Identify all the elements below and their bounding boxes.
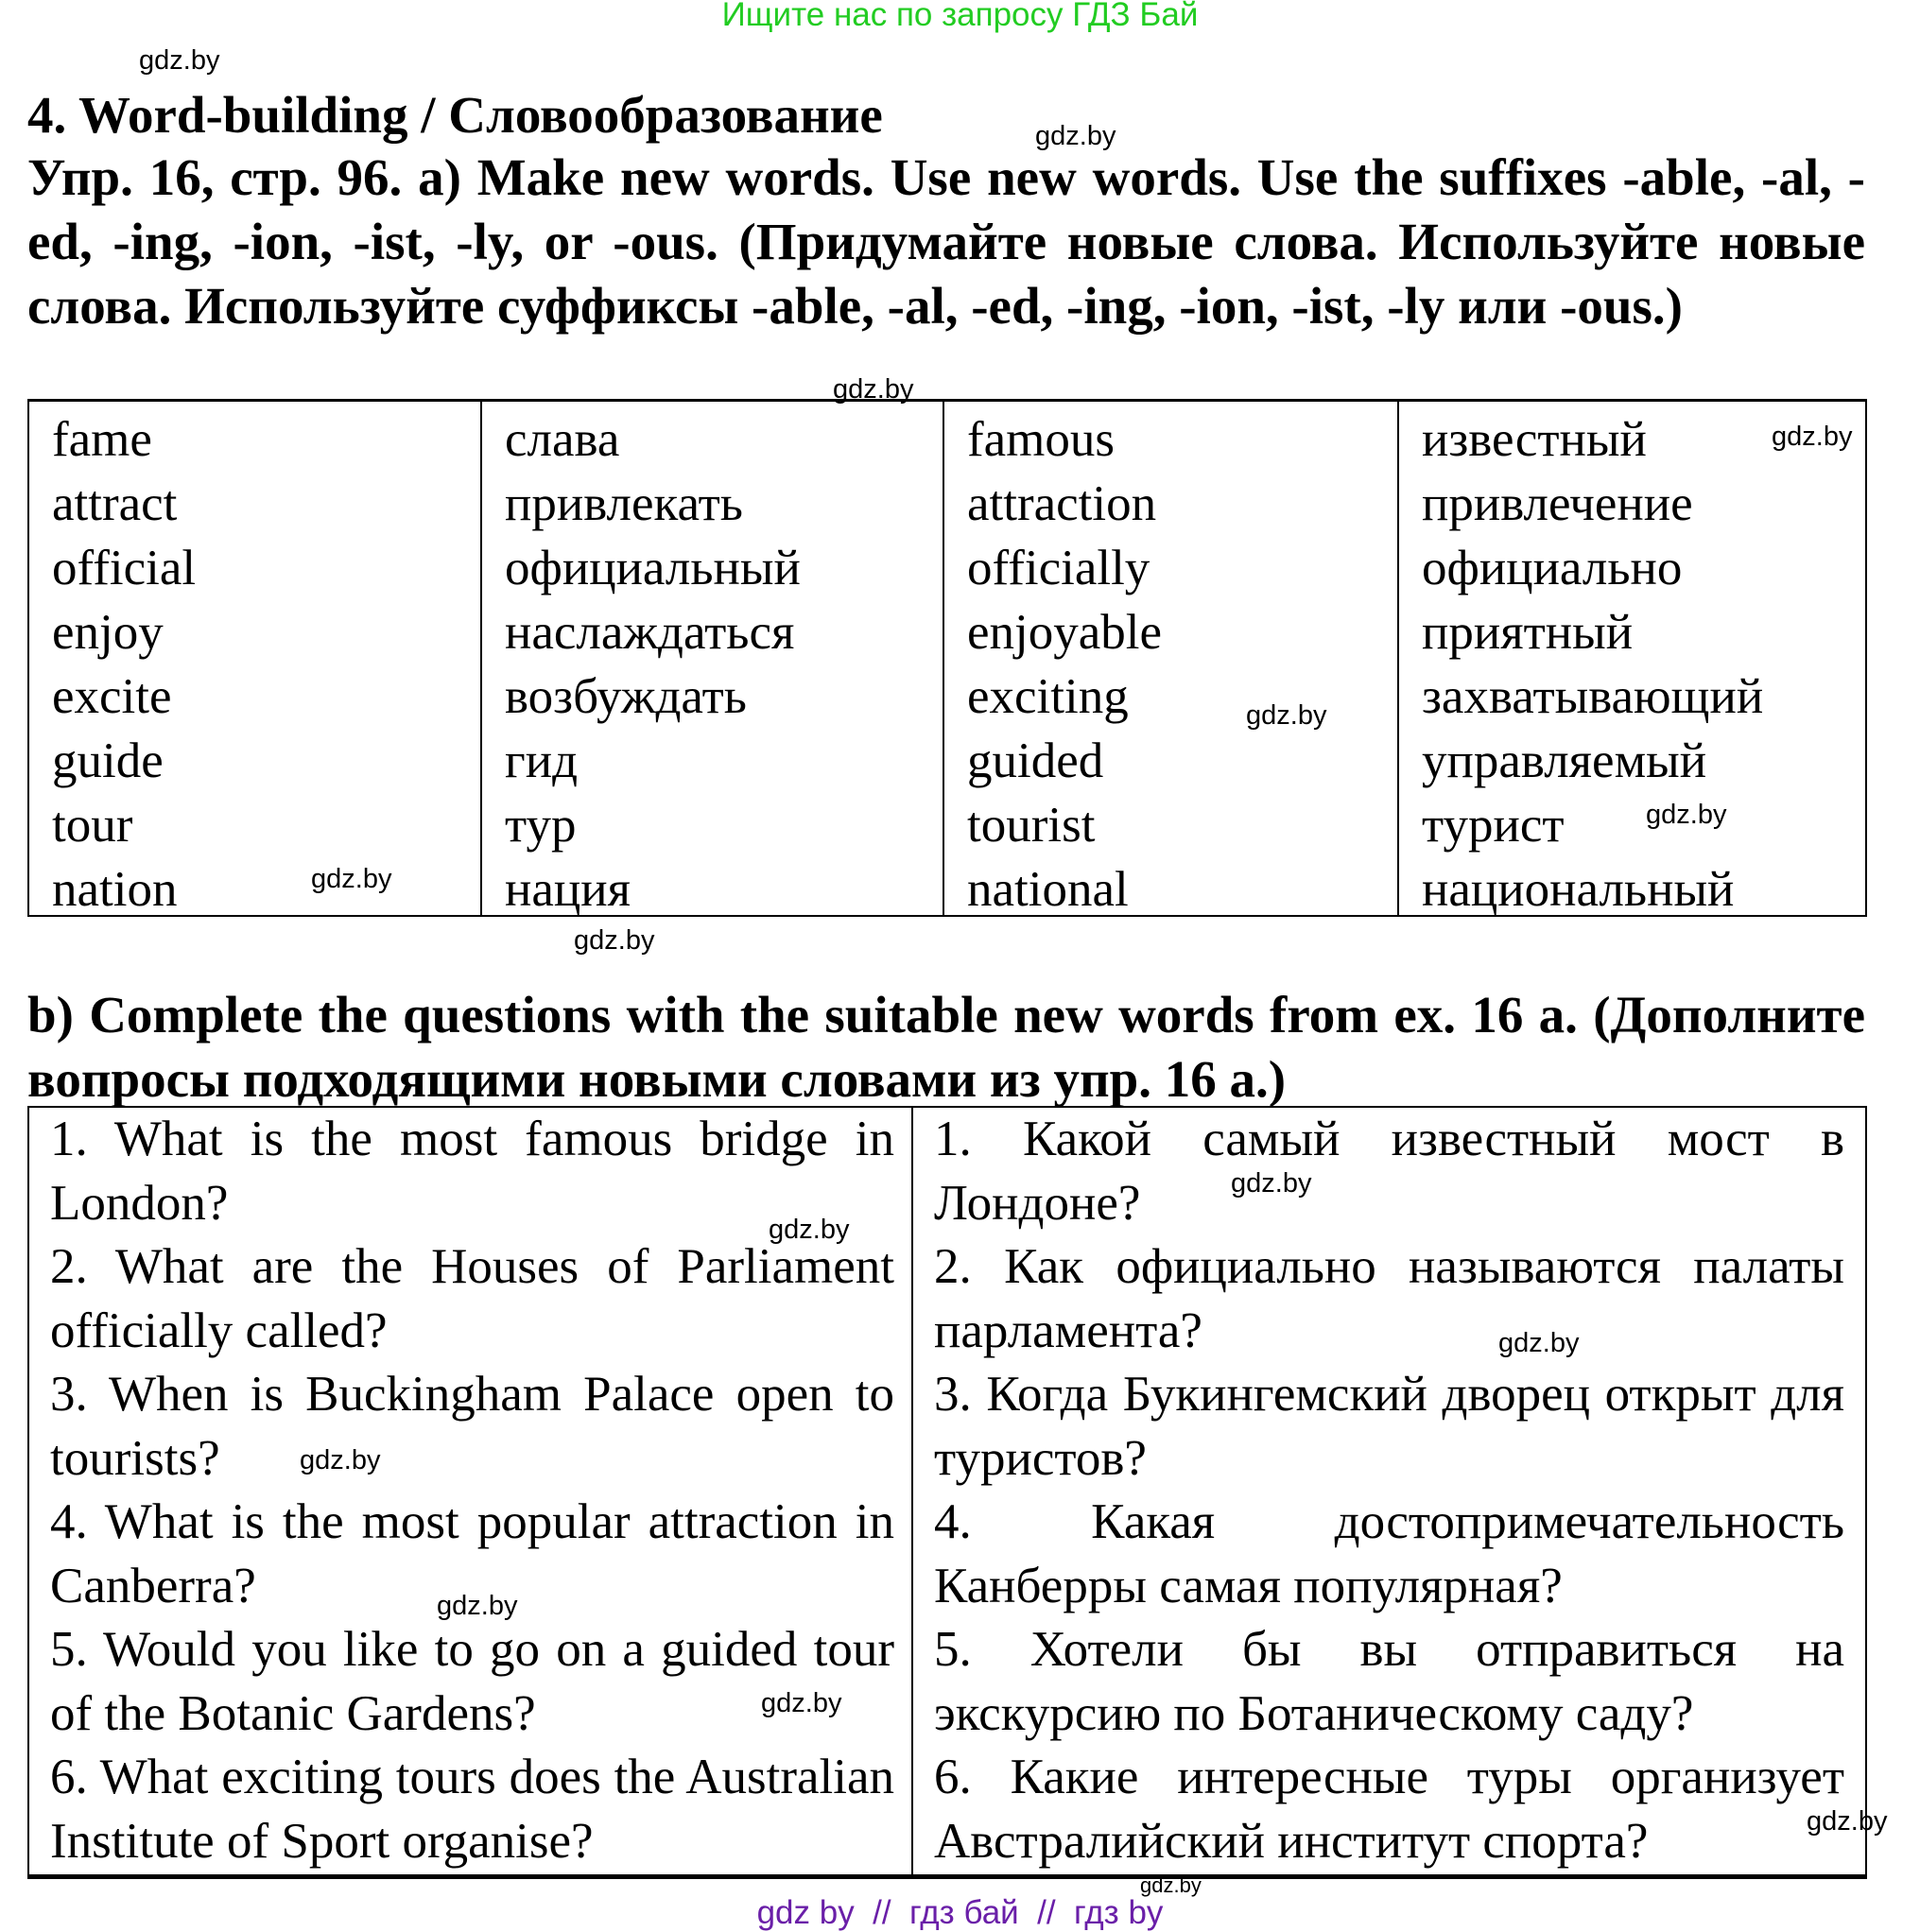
table-cell: приятный <box>1422 605 1634 660</box>
question-ru: 3. Когда Букингемский дворец открыт для туристов? <box>934 1367 1844 1486</box>
table-cell: national <box>967 862 1129 917</box>
watermark: gdz.by <box>1807 1806 1888 1837</box>
watermark: gdz.by <box>1246 700 1327 731</box>
question-en: 2. What are the Houses of Parliament officially called? <box>50 1239 894 1358</box>
table-cell: attract <box>52 476 178 531</box>
watermark: gdz.by <box>437 1591 518 1621</box>
watermark: gdz.by <box>574 925 655 956</box>
word-building-table <box>27 399 1867 917</box>
table-cell: guide <box>52 733 164 788</box>
question-en: 3. When is Buckingham Palace open to tourists? <box>50 1367 894 1486</box>
table-cell: нация <box>505 862 631 917</box>
question-ru: 5. Хотели бы вы отправиться на экскурсию по Ботаническому саду? <box>934 1622 1844 1741</box>
table-cell: национальный <box>1422 862 1735 917</box>
table-cell: attraction <box>967 476 1157 531</box>
watermark: gdz.by <box>769 1215 850 1245</box>
section-title: 4. Word-building / Словообразование <box>27 86 883 144</box>
question-ru: 2. Как официально называются палаты парламента? <box>934 1239 1844 1358</box>
question-ru: 6. Какие интересные туры организует Австралийский институт спорта? <box>934 1750 1844 1869</box>
watermark: gdz.by <box>300 1445 381 1475</box>
table-cell: официальный <box>505 541 801 595</box>
task-a-instructions: Упр. 16, стр. 96. a) Make new words. Use new words. Use the suffixes -able, -al, -ed, -ing, -ion, -ist, -ly, or -ous. (Придумайте новые слова. Используйте новые слова. Используйте суффиксы -able, -al, -ed, -ing, -ion, -ist, -ly или -ous.) <box>27 148 1865 335</box>
table-cell: возбуждать <box>505 669 747 724</box>
question-en: 5. Would you like to go on a guided tour of the Botanic Gardens? <box>50 1622 894 1741</box>
table-cell: турист <box>1422 798 1565 853</box>
question-en: 1. What is the most famous bridge in London? <box>50 1112 894 1231</box>
watermark: gdz.by <box>1140 1873 1202 1897</box>
watermark: gdz.by <box>761 1688 842 1718</box>
table-cell: excite <box>52 669 172 724</box>
watermark: gdz.by <box>833 374 914 405</box>
base-translations-column <box>482 402 944 915</box>
table-cell: привлечение <box>1422 476 1693 531</box>
table-cell: захватывающий <box>1422 669 1764 724</box>
question-en: 6. What exciting tours does the Australian Institute of Sport organise? <box>50 1750 894 1869</box>
table-cell: известный <box>1422 412 1647 467</box>
question-ru: 4. Какая достопримечательность Канберры самая популярная? <box>934 1494 1844 1613</box>
watermark: gdz.by <box>1498 1328 1580 1358</box>
table-cell: слава <box>505 412 620 467</box>
base-words-column <box>29 402 482 915</box>
table-cell: officially <box>967 541 1150 595</box>
table-cell: управляемый <box>1422 733 1707 788</box>
table-cell: guided <box>967 733 1104 788</box>
watermark: gdz.by <box>1231 1168 1312 1199</box>
watermark: gdz.by <box>1646 800 1727 830</box>
russian-questions-cell <box>913 1108 1865 1874</box>
new-translations-column <box>1399 402 1865 915</box>
search-hint-banner: Ищите нас по запросу ГДЗ Бай <box>721 0 1199 33</box>
table-cell: наслаждаться <box>505 605 795 660</box>
table-cell: fame <box>52 412 152 467</box>
watermark: gdz.by <box>1035 121 1116 151</box>
question-en: 4. What is the most popular attraction in Canberra? <box>50 1494 894 1613</box>
watermark: gdz.by <box>139 45 220 76</box>
questions-table <box>27 1106 1867 1879</box>
table-cell: tour <box>52 798 133 853</box>
task-b-instructions: b) Complete the questions with the suitable new words from ex. 16 a. (Дополните вопросы подходящими новыми словами из упр. 16 а.) <box>27 986 1865 1108</box>
table-cell: exciting <box>967 669 1129 724</box>
table-cell: famous <box>967 412 1116 467</box>
table-cell: гид <box>505 733 579 788</box>
table-cell: official <box>52 541 197 595</box>
watermark: gdz.by <box>1772 422 1853 452</box>
table-cell: enjoy <box>52 605 164 660</box>
question-ru: 1. Какой самый известный мост в Лондоне? <box>934 1112 1844 1231</box>
table-cell: enjoyable <box>967 605 1163 660</box>
table-cell: nation <box>52 862 178 917</box>
new-words-column <box>944 402 1399 915</box>
table-cell: тур <box>505 798 577 853</box>
table-cell: tourist <box>967 798 1096 853</box>
watermark: gdz.by <box>311 864 392 894</box>
table-cell: привлекать <box>505 476 743 531</box>
table-cell: официально <box>1422 541 1683 595</box>
footer-links: gdz by // гдз бай // гдз by <box>756 1894 1164 1931</box>
